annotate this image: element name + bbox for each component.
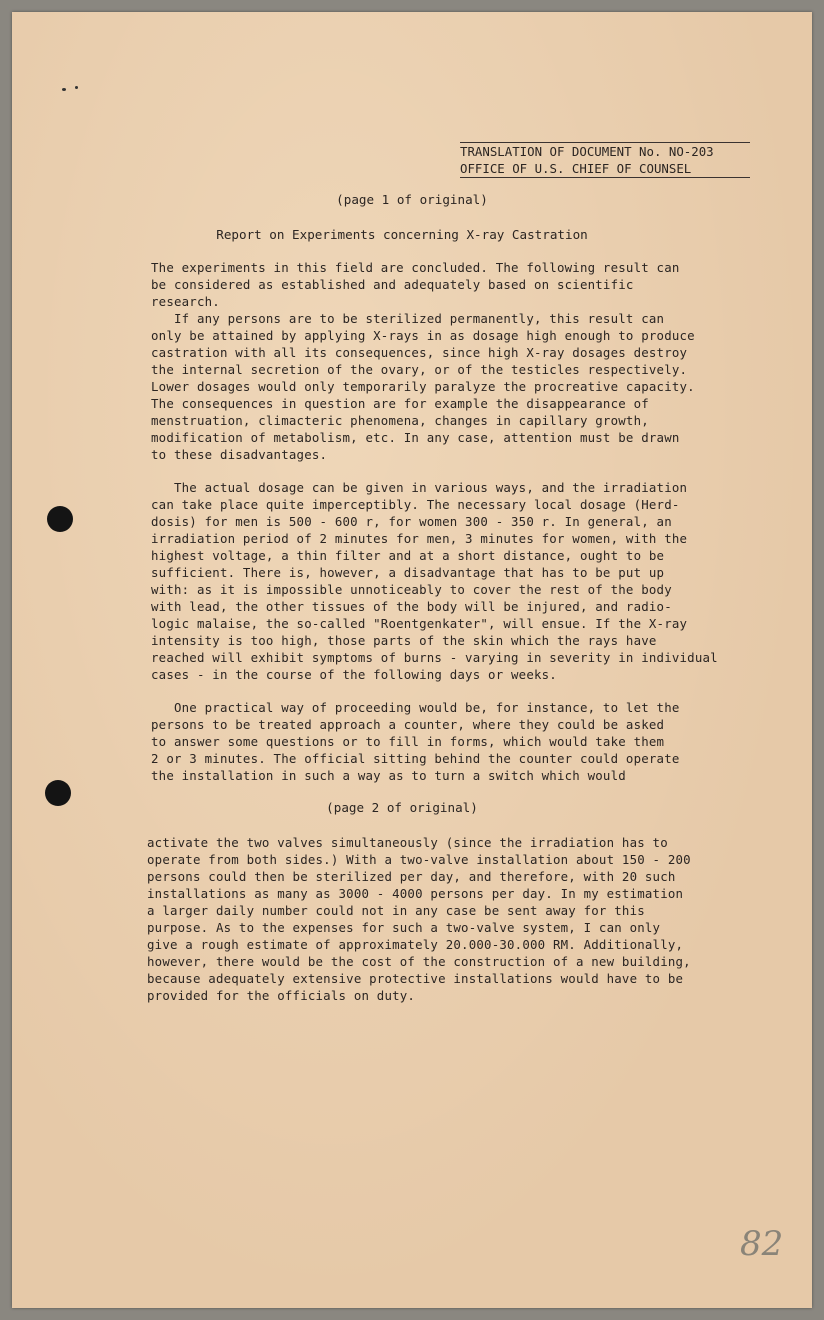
text-line: with: as it is impossible unnoticeably to cover the rest of the body bbox=[151, 582, 672, 597]
text-line: to these disadvantages. bbox=[151, 447, 328, 462]
header-line-1: TRANSLATION OF DOCUMENT No. NO-203 bbox=[460, 144, 714, 159]
handwritten-page-number: 82 bbox=[740, 1224, 784, 1264]
text-line: modification of metabolism, etc. In any case, attention must be drawn bbox=[151, 430, 680, 445]
text-line: the installation in such a way as to turn a switch which would bbox=[151, 768, 626, 783]
text-line: If any persons are to be sterilized permanently, this result can bbox=[151, 311, 665, 326]
text-line: to answer some questions or to fill in forms, which would take them bbox=[151, 734, 665, 749]
text-line: can take place quite imperceptibly. The necessary local dosage (Herd- bbox=[151, 497, 680, 512]
text-line: One practical way of proceeding would be, for instance, to let the bbox=[151, 700, 680, 715]
text-line: be considered as established and adequately based on scientific bbox=[151, 277, 634, 292]
text-line: only be attained by applying X-rays in as dosage high enough to produce bbox=[151, 328, 695, 343]
text-line: a larger daily number could not in any case be sent away for this bbox=[147, 903, 645, 918]
text-line: research. bbox=[151, 294, 220, 309]
report-title: Report on Experiments concerning X-ray Castration bbox=[216, 227, 588, 242]
text-line: menstruation, climacteric phenomena, changes in capillary growth, bbox=[151, 413, 649, 428]
text-line: because adequately extensive protective installations would have to be bbox=[147, 971, 684, 986]
ink-speck bbox=[62, 88, 66, 91]
text-line: installations as many as 3000 - 4000 persons per day. In my estimation bbox=[147, 886, 684, 901]
text-line: the internal secretion of the ovary, or of the testicles respectively. bbox=[151, 362, 688, 377]
text-line: persons could then be sterilized per day, and therefore, with 20 such bbox=[147, 869, 676, 884]
header-line-2: OFFICE OF U.S. CHIEF OF COUNSEL bbox=[460, 161, 692, 176]
text-line: provided for the officials on duty. bbox=[147, 988, 416, 1003]
text-line: irradiation period of 2 minutes for men, 3 minutes for women, with the bbox=[151, 531, 688, 546]
text-line: highest voltage, a thin filter and at a short distance, ought to be bbox=[151, 548, 665, 563]
document-header bbox=[460, 142, 744, 178]
text-line: with lead, the other tissues of the body will be injured, and radio- bbox=[151, 599, 672, 614]
text-line: dosis) for men is 500 - 600 r, for women 300 - 350 r. In general, an bbox=[151, 514, 672, 529]
punch-hole-top bbox=[47, 506, 73, 532]
text-line: The consequences in question are for example the disappearance of bbox=[151, 396, 649, 411]
text-line: castration with all its consequences, since high X-ray dosages destroy bbox=[151, 345, 688, 360]
text-line: give a rough estimate of approximately 20.000-30.000 RM. Additionally, bbox=[147, 937, 684, 952]
text-line: Lower dosages would only temporarily paralyze the procreative capacity. bbox=[151, 379, 695, 394]
text-line: activate the two valves simultaneously (since the irradiation has to bbox=[147, 835, 668, 850]
text-line: purpose. As to the expenses for such a two-valve system, I can only bbox=[147, 920, 661, 935]
text-line: logic malaise, the so-called "Roentgenkater", will ensue. If the X-ray bbox=[151, 616, 688, 631]
ink-speck bbox=[75, 86, 78, 89]
text-line: persons to be treated approach a counter, where they could be asked bbox=[151, 717, 665, 732]
header-rule-bottom bbox=[460, 177, 750, 178]
document-page bbox=[12, 12, 812, 1308]
text-line: cases - in the course of the following days or weeks. bbox=[151, 667, 557, 682]
text-line: intensity is too high, those parts of the skin which the rays have bbox=[151, 633, 657, 648]
text-line: The experiments in this field are concluded. The following result can bbox=[151, 260, 680, 275]
text-line: 2 or 3 minutes. The official sitting behind the counter could operate bbox=[151, 751, 680, 766]
text-line: The actual dosage can be given in various ways, and the irradiation bbox=[151, 480, 688, 495]
text-line: however, there would be the cost of the construction of a new building, bbox=[147, 954, 691, 969]
page-marker-1: (page 1 of original) bbox=[336, 192, 488, 207]
page-marker-2: (page 2 of original) bbox=[326, 800, 478, 815]
text-line: sufficient. There is, however, a disadvantage that has to be put up bbox=[151, 565, 665, 580]
text-line: operate from both sides.) With a two-valve installation about 150 - 200 bbox=[147, 852, 691, 867]
text-line: reached will exhibit symptoms of burns - varying in severity in individual bbox=[151, 650, 718, 665]
